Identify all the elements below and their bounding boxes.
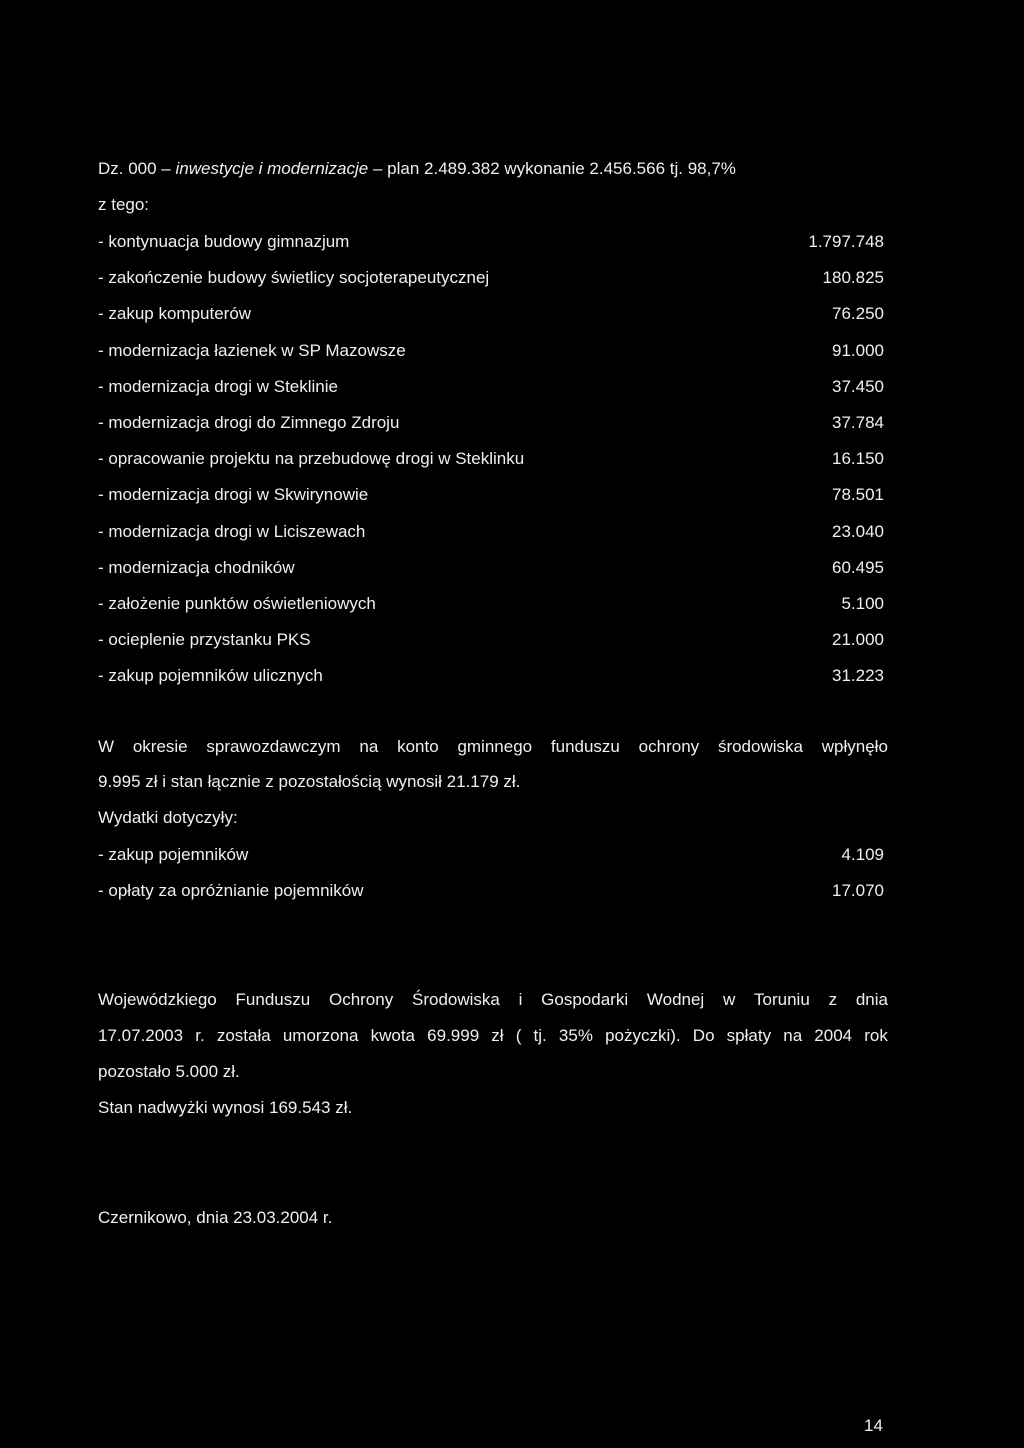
investment-label: - zakup pojemników ulicznych xyxy=(98,666,323,685)
word: Środowiska xyxy=(411,990,500,1009)
word: na xyxy=(359,737,379,756)
word: Do xyxy=(692,1026,715,1045)
loan-paragraph-line-2 xyxy=(98,1024,888,1048)
word: Funduszu xyxy=(235,990,311,1009)
word: 2004 xyxy=(814,1026,853,1045)
word: Gospodarki xyxy=(541,990,629,1009)
word: ( xyxy=(515,1026,522,1045)
investment-amount: 31.223 xyxy=(832,666,884,685)
investment-amount: 23.040 xyxy=(832,522,884,541)
loan-paragraph-line-1 xyxy=(98,988,888,1012)
word: zł xyxy=(491,1026,504,1045)
expenses-heading: Wydatki dotyczyły: xyxy=(98,808,238,827)
word: i xyxy=(518,990,523,1009)
investment-amount: 37.450 xyxy=(832,377,884,396)
section-prefix: Dz. 000 – xyxy=(98,159,176,178)
word: gminnego xyxy=(457,737,533,756)
investment-label: - modernizacja łazienek w SP Mazowsze xyxy=(98,341,406,360)
word: 17.07.2003 xyxy=(98,1026,184,1045)
word: pożyczki). xyxy=(605,1026,681,1045)
word: wpłynęło xyxy=(821,737,888,756)
investment-label: - opracowanie projektu na przebudowę drogi w Steklinku xyxy=(98,449,525,468)
fund-paragraph-line-1 xyxy=(98,735,888,759)
section-heading xyxy=(98,157,736,181)
word: r. xyxy=(195,1026,205,1045)
investment-label: - założenie punktów oświetleniowych xyxy=(98,594,376,613)
expense-amount: 4.109 xyxy=(841,845,884,864)
investment-label: - modernizacja drogi do Zimnego Zdroju xyxy=(98,413,400,432)
investment-amount: 1.797.748 xyxy=(808,232,884,251)
investment-amount: 60.495 xyxy=(832,558,884,577)
word: została xyxy=(216,1026,271,1045)
page-number: 14 xyxy=(864,1416,883,1435)
investment-amount: 5.100 xyxy=(841,594,884,613)
word: ochrony xyxy=(638,737,700,756)
section-suffix: – plan 2.489.382 wykonanie 2.456.566 tj. 98,7% xyxy=(368,159,736,178)
word: kwota xyxy=(370,1026,416,1045)
word: środowiska xyxy=(717,737,803,756)
word: 35% xyxy=(558,1026,593,1045)
word: W xyxy=(98,737,115,756)
expense-label: - zakup pojemników xyxy=(98,845,249,864)
investment-amount: 91.000 xyxy=(832,341,884,360)
word: spłaty xyxy=(726,1026,772,1045)
word: na xyxy=(783,1026,803,1045)
investment-amount: 78.501 xyxy=(832,485,884,504)
expense-amount: 17.070 xyxy=(832,881,884,900)
investment-label: - ocieplenie przystanku PKS xyxy=(98,630,311,649)
word: z xyxy=(828,990,838,1009)
investment-amount: 37.784 xyxy=(832,413,884,432)
investment-label: - modernizacja drogi w Skwirynowie xyxy=(98,485,369,504)
word: rok xyxy=(864,1026,888,1045)
word: Ochrony xyxy=(328,990,394,1009)
word: sprawozdawczym xyxy=(206,737,341,756)
of-which-label: z tego: xyxy=(98,195,150,214)
place-date: Czernikowo, dnia 23.03.2004 r. xyxy=(98,1208,333,1227)
investment-label: - kontynuacja budowy gimnazjum xyxy=(98,232,350,251)
investment-amount: 180.825 xyxy=(822,268,884,287)
word: Wojewódzkiego xyxy=(98,990,217,1009)
surplus-line: Stan nadwyżki wynosi 169.543 zł. xyxy=(98,1098,353,1117)
investment-amount: 76.250 xyxy=(832,304,884,323)
investment-label: - modernizacja chodników xyxy=(98,558,295,577)
investment-amount: 16.150 xyxy=(832,449,884,468)
word: okresie xyxy=(132,737,188,756)
loan-paragraph-line-3: pozostało 5.000 zł. xyxy=(98,1062,240,1081)
word: funduszu xyxy=(550,737,620,756)
fund-paragraph-line-2: 9.995 zł i stan łącznie z pozostałością wynosił 21.179 zł. xyxy=(98,772,521,791)
word: dnia xyxy=(855,990,888,1009)
word: tj. xyxy=(533,1026,547,1045)
word: Wodnej xyxy=(646,990,705,1009)
investment-label: - modernizacja drogi w Liciszewach xyxy=(98,522,366,541)
word: w xyxy=(722,990,736,1009)
investment-label: - zakup komputerów xyxy=(98,304,252,323)
word: umorzona xyxy=(282,1026,359,1045)
word: konto xyxy=(397,737,439,756)
investment-label: - zakończenie budowy świetlicy socjoterapeutycznej xyxy=(98,268,490,287)
word: Toruniu xyxy=(754,990,810,1009)
investment-amount: 21.000 xyxy=(832,630,884,649)
expense-label: - opłaty za opróżnianie pojemników xyxy=(98,881,364,900)
investment-label: - modernizacja drogi w Steklinie xyxy=(98,377,338,396)
word: 69.999 xyxy=(427,1026,480,1045)
section-title: inwestycje i modernizacje xyxy=(175,159,369,178)
